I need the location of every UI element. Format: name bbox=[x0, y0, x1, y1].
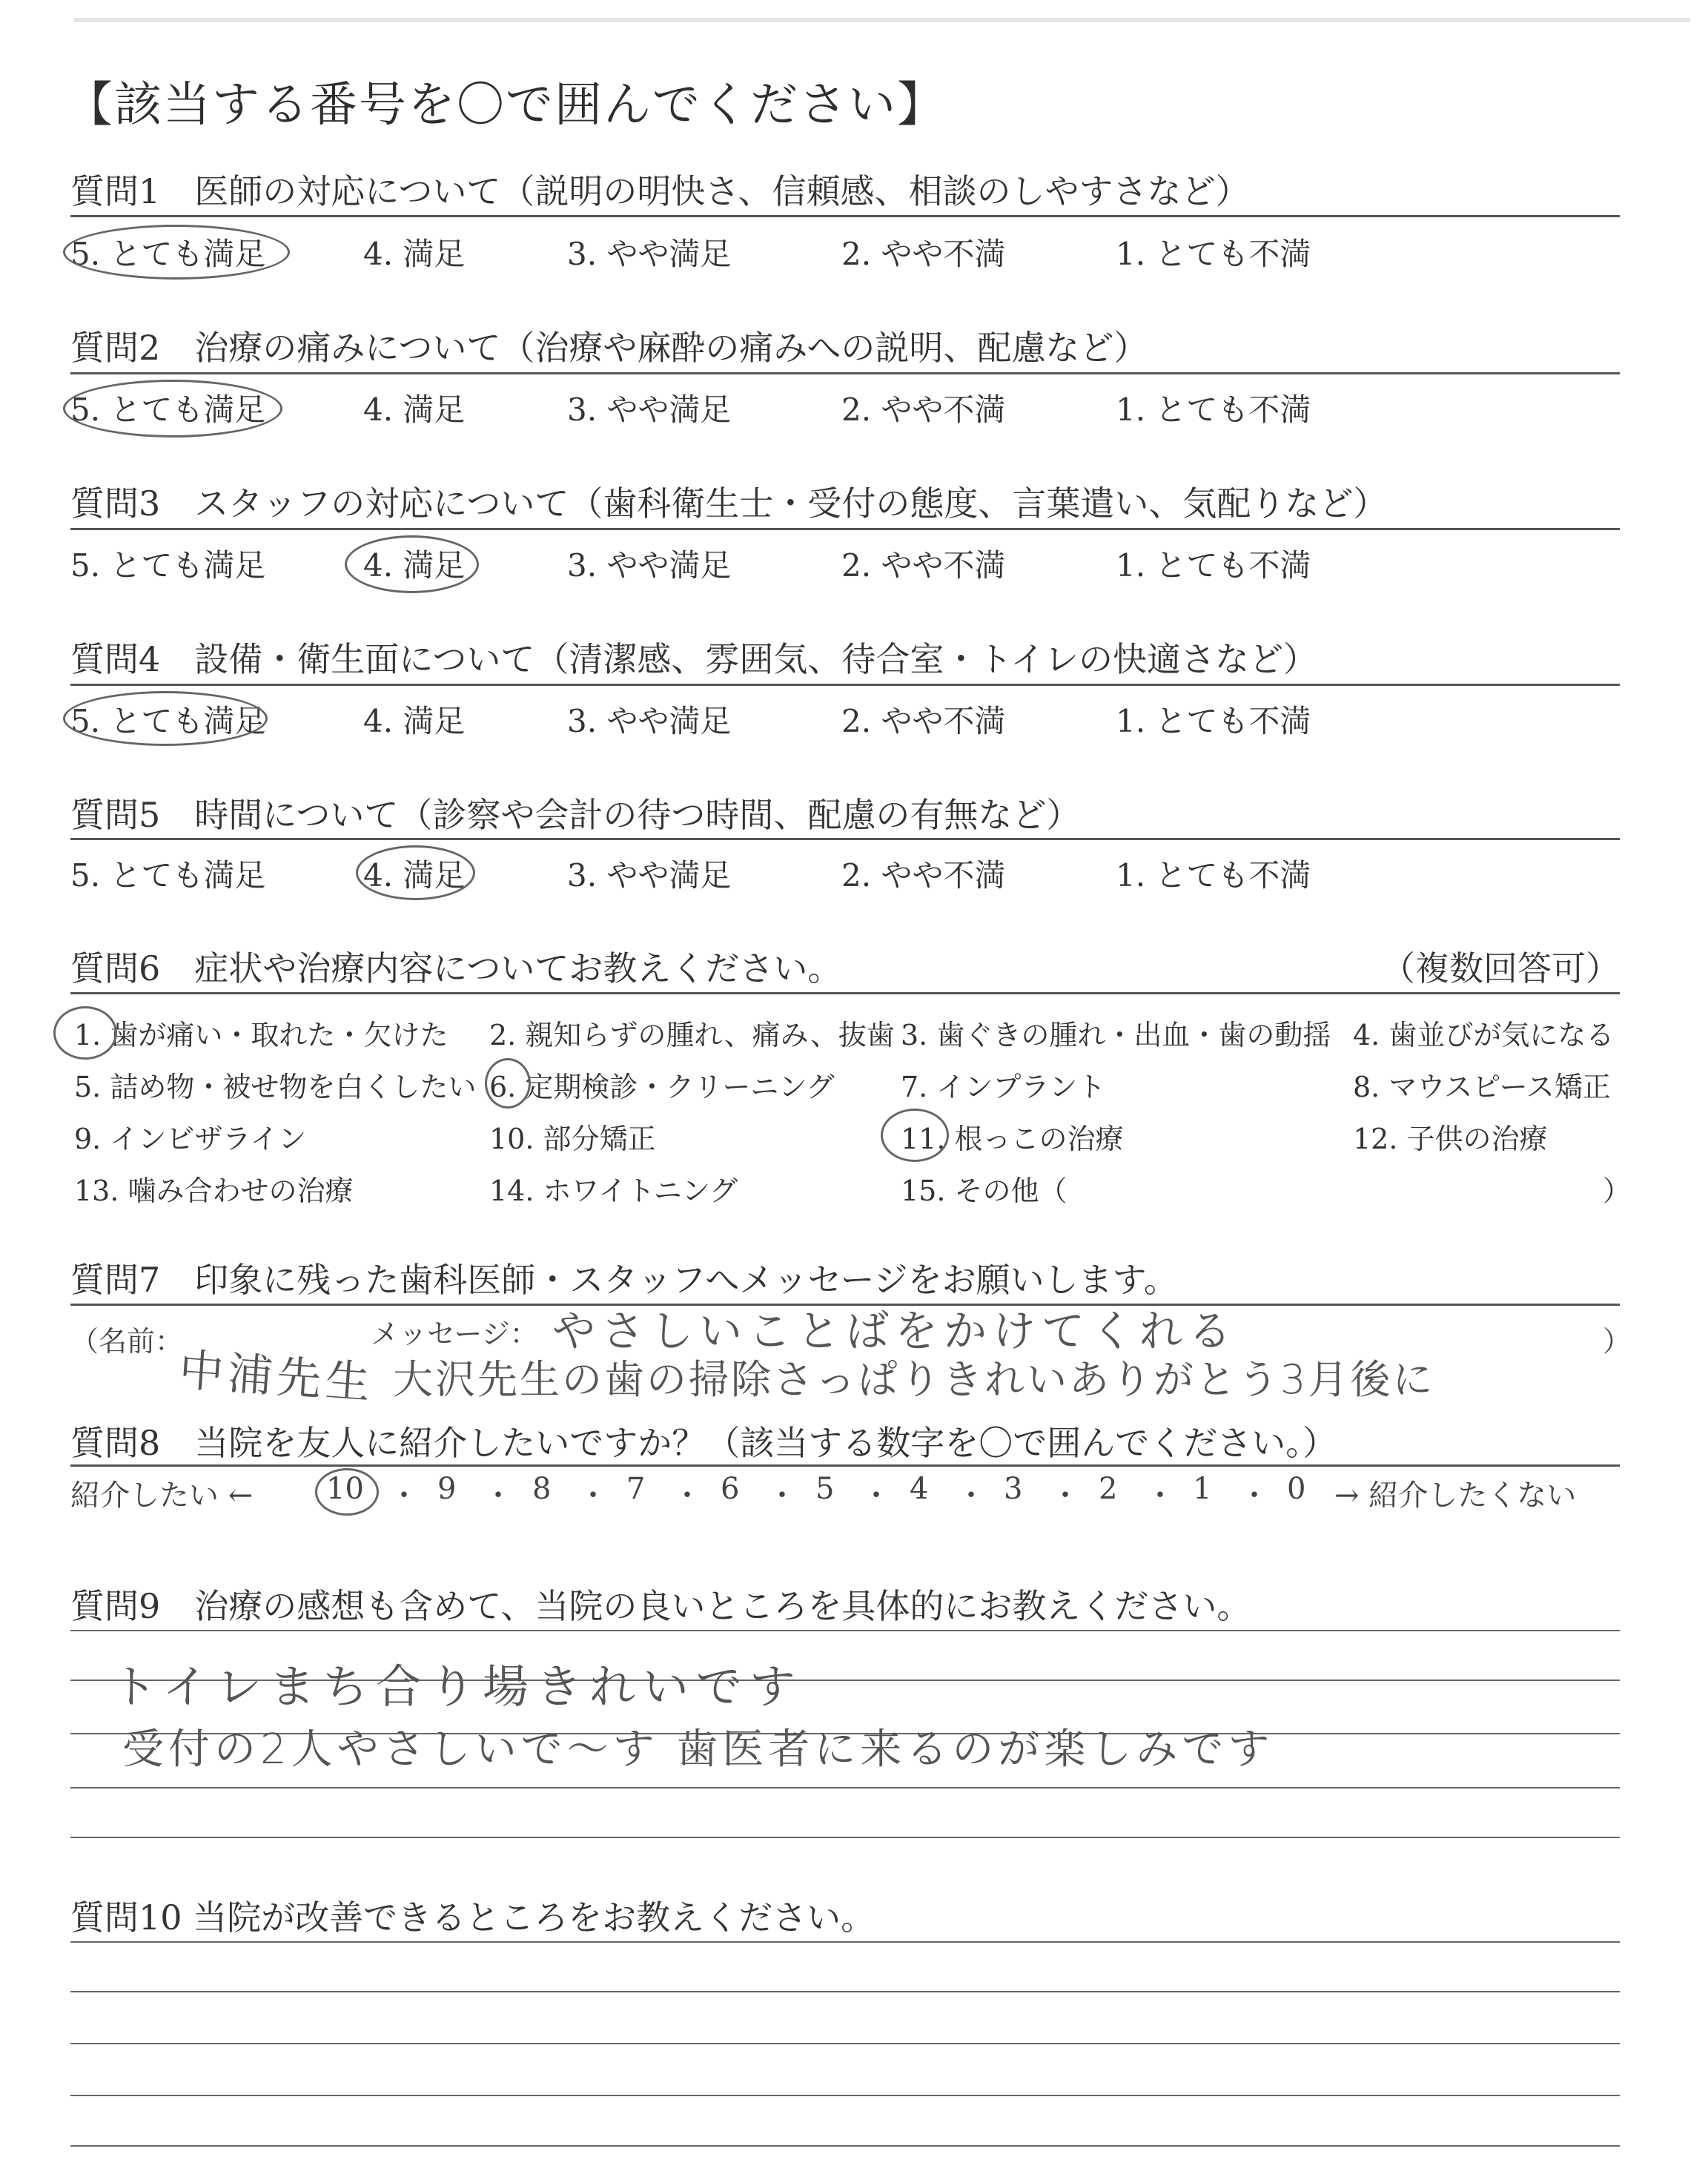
q9-handwritten-line-1: トイレまち合り場きれいです bbox=[111, 1659, 803, 1714]
page-title: 【該当する番号を〇で囲んでください】 bbox=[65, 78, 946, 133]
q6-item-3[interactable]: 3. 歯ぐきの腫れ・出血・歯の動揺 bbox=[901, 1019, 1331, 1051]
question-3-label: 質問3 スタッフの対応について（歯科衛生士・受付の態度、言葉遣い、気配りなど） bbox=[70, 483, 1388, 524]
question-6-rule bbox=[70, 992, 1620, 994]
q6-item-13[interactable]: 13. 噛み合わせの治療 bbox=[74, 1175, 354, 1207]
q3-option-1[interactable]: 1. とても不満 bbox=[1116, 547, 1311, 584]
q8-score-9[interactable]: 9 bbox=[437, 1472, 457, 1506]
q6-item-6[interactable]: 6. 定期検診・クリーニング bbox=[489, 1071, 835, 1103]
q10-answer-line bbox=[70, 2095, 1620, 2096]
q5-option-1[interactable]: 1. とても不満 bbox=[1116, 857, 1311, 894]
q2-option-4[interactable]: 4. 満足 bbox=[363, 392, 466, 428]
q5-option-5[interactable]: 5. とても満足 bbox=[70, 857, 266, 894]
q6-item-10[interactable]: 10. 部分矯正 bbox=[489, 1123, 656, 1155]
question-9-label: 質問9 治療の感想も含めて、当院の良いところを具体的にお教えください。 bbox=[70, 1586, 1251, 1626]
q10-answer-line bbox=[70, 2043, 1620, 2044]
q9-answer-line bbox=[70, 1787, 1620, 1789]
question-8-label: 質問8 当院を友人に紹介したいですか？（該当する数字を〇で囲んでください。） bbox=[70, 1423, 1337, 1463]
q4-option-4[interactable]: 4. 満足 bbox=[363, 703, 466, 739]
q8-separator: ・ bbox=[956, 1479, 986, 1513]
q1-option-5[interactable]: 5. とても満足 bbox=[70, 236, 266, 272]
question-5-label: 質問5 時間について（診察や会計の待つ時間、配慮の有無など） bbox=[70, 795, 1081, 835]
q9-answer-line bbox=[70, 1630, 1620, 1631]
q2-option-5[interactable]: 5. とても満足 bbox=[70, 392, 266, 428]
top-border bbox=[74, 18, 1690, 22]
q8-separator: ・ bbox=[861, 1479, 891, 1513]
q6-item-11[interactable]: 11. 根っこの治療 bbox=[901, 1123, 1124, 1155]
q8-selection-circle bbox=[315, 1468, 379, 1516]
q6-item-2[interactable]: 2. 親知らずの腫れ、痛み、抜歯 bbox=[489, 1019, 895, 1051]
q1-option-2[interactable]: 2. やや不満 bbox=[841, 236, 1006, 272]
q1-option-3[interactable]: 3. やや満足 bbox=[567, 236, 732, 272]
q8-score-6[interactable]: 6 bbox=[721, 1472, 740, 1506]
q8-score-2[interactable]: 2 bbox=[1099, 1472, 1118, 1506]
q8-separator: ・ bbox=[389, 1479, 419, 1513]
q6-item-15-close: ） bbox=[1603, 1175, 1632, 1207]
q4-selection-circle bbox=[63, 691, 268, 746]
q8-score-1[interactable]: 1 bbox=[1193, 1472, 1212, 1506]
q2-option-3[interactable]: 3. やや満足 bbox=[567, 392, 732, 428]
q10-answer-line bbox=[70, 1991, 1620, 1992]
q3-option-2[interactable]: 2. やや不満 bbox=[841, 547, 1006, 584]
q8-right-label: → 紹介したくない bbox=[1334, 1479, 1577, 1513]
q9-answer-line bbox=[70, 1837, 1620, 1838]
q8-score-7[interactable]: 7 bbox=[626, 1472, 646, 1506]
q10-answer-line bbox=[70, 2145, 1620, 2147]
q6-item-9[interactable]: 9. インビザライン bbox=[74, 1123, 307, 1155]
q4-option-5[interactable]: 5. とても満足 bbox=[70, 703, 266, 739]
q8-separator: ・ bbox=[483, 1479, 513, 1513]
q6-item-12[interactable]: 12. 子供の治療 bbox=[1353, 1123, 1548, 1155]
q9-handwritten-line-2: 受付の2人やさしいで〜す 歯医者に来るのが楽しみです bbox=[122, 1725, 1274, 1774]
q3-option-3[interactable]: 3. やや満足 bbox=[567, 547, 732, 584]
q6-item-1[interactable]: 1. 歯が痛い・取れた・欠けた bbox=[74, 1019, 448, 1051]
question-10-label: 質問10 当院が改善できるところをお教えください。 bbox=[70, 1898, 875, 1938]
q2-option-2[interactable]: 2. やや不満 bbox=[841, 392, 1006, 428]
question-8-rule bbox=[70, 1464, 1620, 1467]
q7-handwritten-message: やさしいことばをかけてくれる bbox=[552, 1306, 1238, 1356]
q1-option-4[interactable]: 4. 満足 bbox=[363, 236, 466, 272]
question-5-rule bbox=[70, 838, 1620, 840]
q8-separator: ・ bbox=[1239, 1479, 1269, 1513]
question-7-label: 質問7 印象に残った歯科医師・スタッフへメッセージをお願いします。 bbox=[70, 1260, 1178, 1300]
question-6-text: 質問6 症状や治療内容についてお教えください。 bbox=[70, 948, 842, 988]
q7-name-label: （名前： bbox=[70, 1325, 184, 1358]
q7-message-label: メッセージ： bbox=[371, 1318, 538, 1350]
q8-score-10[interactable]: 10 bbox=[326, 1472, 364, 1506]
q1-selection-circle bbox=[63, 225, 290, 280]
q4-option-3[interactable]: 3. やや満足 bbox=[567, 703, 732, 739]
q6-item-14[interactable]: 14. ホワイトニング bbox=[489, 1175, 738, 1207]
q8-separator: ・ bbox=[672, 1479, 702, 1513]
q6-item-11-circle bbox=[881, 1109, 949, 1162]
q7-close-paren: ） bbox=[1603, 1325, 1632, 1358]
q8-score-5[interactable]: 5 bbox=[815, 1472, 835, 1506]
q4-option-2[interactable]: 2. やや不満 bbox=[841, 703, 1006, 739]
q6-item-8[interactable]: 8. マウスピース矯正 bbox=[1353, 1071, 1611, 1103]
q5-option-2[interactable]: 2. やや不満 bbox=[841, 857, 1006, 894]
q3-selection-circle bbox=[345, 535, 479, 593]
q8-score-8[interactable]: 8 bbox=[532, 1472, 552, 1506]
q8-score-0[interactable]: 0 bbox=[1287, 1472, 1306, 1506]
q6-item-15[interactable]: 15. その他（ bbox=[901, 1175, 1068, 1207]
q4-option-1[interactable]: 1. とても不満 bbox=[1116, 703, 1311, 739]
q8-left-label: 紹介したい ← bbox=[70, 1479, 254, 1513]
question-4-label: 質問4 設備・衛生面について（清潔感、雰囲気、待合室・トイレの快適さなど） bbox=[70, 639, 1318, 679]
q2-selection-circle bbox=[63, 380, 282, 437]
q6-item-1-circle bbox=[53, 1006, 117, 1060]
q6-item-5[interactable]: 5. 詰め物・被せ物を白くしたい bbox=[74, 1071, 477, 1103]
question-1-label: 質問1 医師の対応について（説明の明快さ、信頼感、相談のしやすさなど） bbox=[70, 171, 1250, 211]
q8-score-4[interactable]: 4 bbox=[910, 1472, 929, 1506]
question-1-rule bbox=[70, 215, 1620, 217]
q3-option-5[interactable]: 5. とても満足 bbox=[70, 547, 266, 584]
question-6-label bbox=[70, 942, 1620, 991]
q6-item-6-circle bbox=[485, 1058, 531, 1109]
q8-separator: ・ bbox=[1050, 1479, 1080, 1513]
q3-option-4[interactable]: 4. 満足 bbox=[363, 547, 466, 584]
q7-handwritten-name: 中浦先生 bbox=[177, 1344, 377, 1410]
q5-selection-circle bbox=[356, 845, 475, 900]
q10-answer-line bbox=[70, 1941, 1620, 1943]
question-2-label: 質問2 治療の痛みについて（治療や麻酔の痛みへの説明、配慮など） bbox=[70, 328, 1148, 368]
question-2-rule bbox=[70, 372, 1620, 374]
q8-separator: ・ bbox=[767, 1479, 797, 1513]
q5-option-4[interactable]: 4. 満足 bbox=[363, 857, 466, 894]
question-6-note: （複数回答可） bbox=[1381, 948, 1620, 988]
q8-separator: ・ bbox=[578, 1479, 608, 1513]
q8-separator: ・ bbox=[1145, 1479, 1175, 1513]
q7-handwritten-extra: 大沢先生の歯の掃除さっぱりきれいありがとう3月後に bbox=[393, 1356, 1435, 1403]
q8-score-3[interactable]: 3 bbox=[1004, 1472, 1023, 1506]
q1-option-1[interactable]: 1. とても不満 bbox=[1116, 236, 1311, 272]
q6-item-4[interactable]: 4. 歯並びが気になる bbox=[1353, 1019, 1615, 1051]
q6-item-7[interactable]: 7. インプラント bbox=[901, 1071, 1106, 1103]
q2-option-1[interactable]: 1. とても不満 bbox=[1116, 392, 1311, 428]
q5-option-3[interactable]: 3. やや満足 bbox=[567, 857, 732, 894]
question-3-rule bbox=[70, 528, 1620, 530]
question-4-rule bbox=[70, 684, 1620, 686]
